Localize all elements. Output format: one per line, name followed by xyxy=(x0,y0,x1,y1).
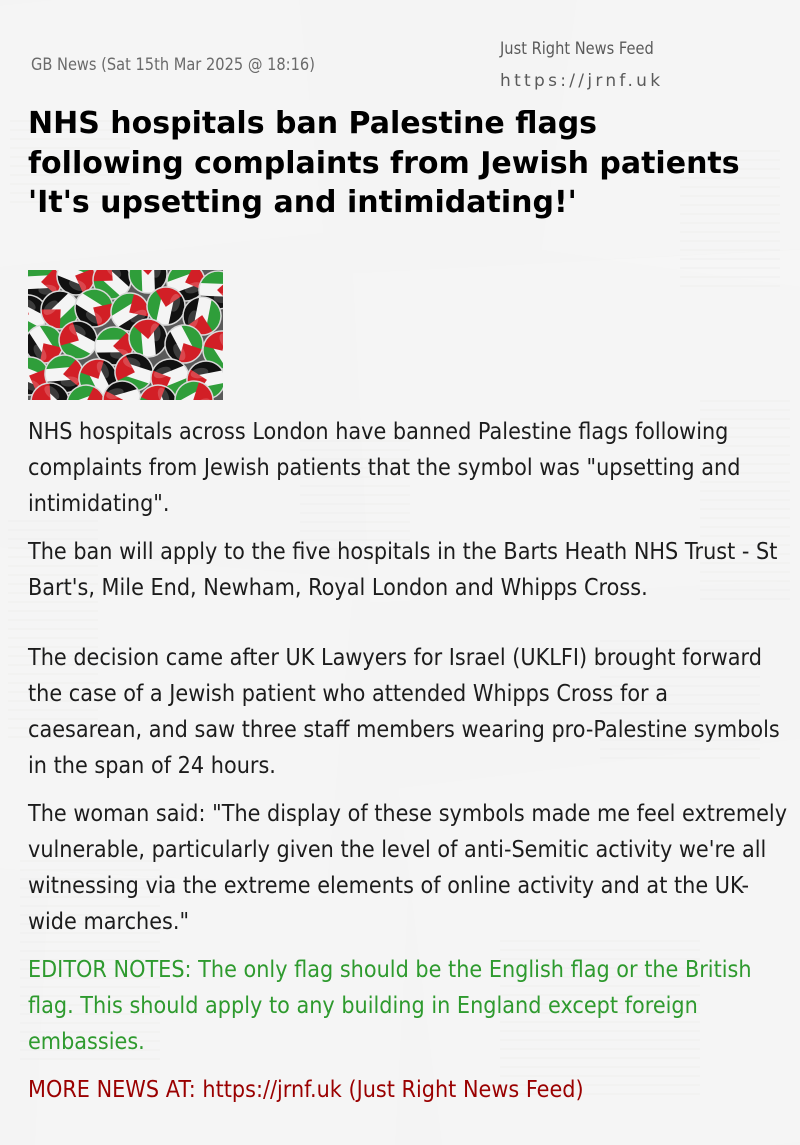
paragraph-2: The ban will apply to the five hospitals in the Barts Heath NHS Trust - St Bart's, Mile End, Newham, Royal London and Whipps Cross. xyxy=(28,539,778,601)
article-source-date: GB News (Sat 15th Mar 2025 @ 18:16) xyxy=(31,55,315,75)
editor-notes: EDITOR NOTES: The only flag should be the English flag or the British flag. This should apply to any building in England except foreign embassies. xyxy=(28,957,752,1055)
badges-photo-svg xyxy=(28,270,223,400)
paragraph-4: The woman said: "The display of these symbols made me feel extremely vulnerable, particularly given the level of anti-Semitic activity we're all witnessing via the extreme elements of online activity and at the UK-wide marches." xyxy=(28,801,788,935)
feed-name: Just Right News Feed xyxy=(500,39,654,59)
paragraph-1: NHS hospitals across London have banned Palestine flags following complaints from Jewish patients that the symbol was "upsetting and intimidating". xyxy=(28,419,741,517)
feed-url[interactable]: https://jrnf.uk xyxy=(500,71,664,91)
paragraph-3: The decision came after UK Lawyers for Israel (UKLFI) brought forward the case of a Jewish patient who attended Whipps Cross for a caesarean, and saw three staff members wearing pro-Palestine symbols in the span of 24 hours. xyxy=(28,645,780,779)
palestine-flag-badges-image xyxy=(28,270,223,400)
article-headline: NHS hospitals ban Palestine flags following complaints from Jewish patients 'It's upsetting and intimidating!' xyxy=(28,106,740,220)
more-news-link[interactable]: MORE NEWS AT: https://jrnf.uk (Just Right News Feed) xyxy=(28,1077,584,1103)
article-body xyxy=(28,414,788,1120)
